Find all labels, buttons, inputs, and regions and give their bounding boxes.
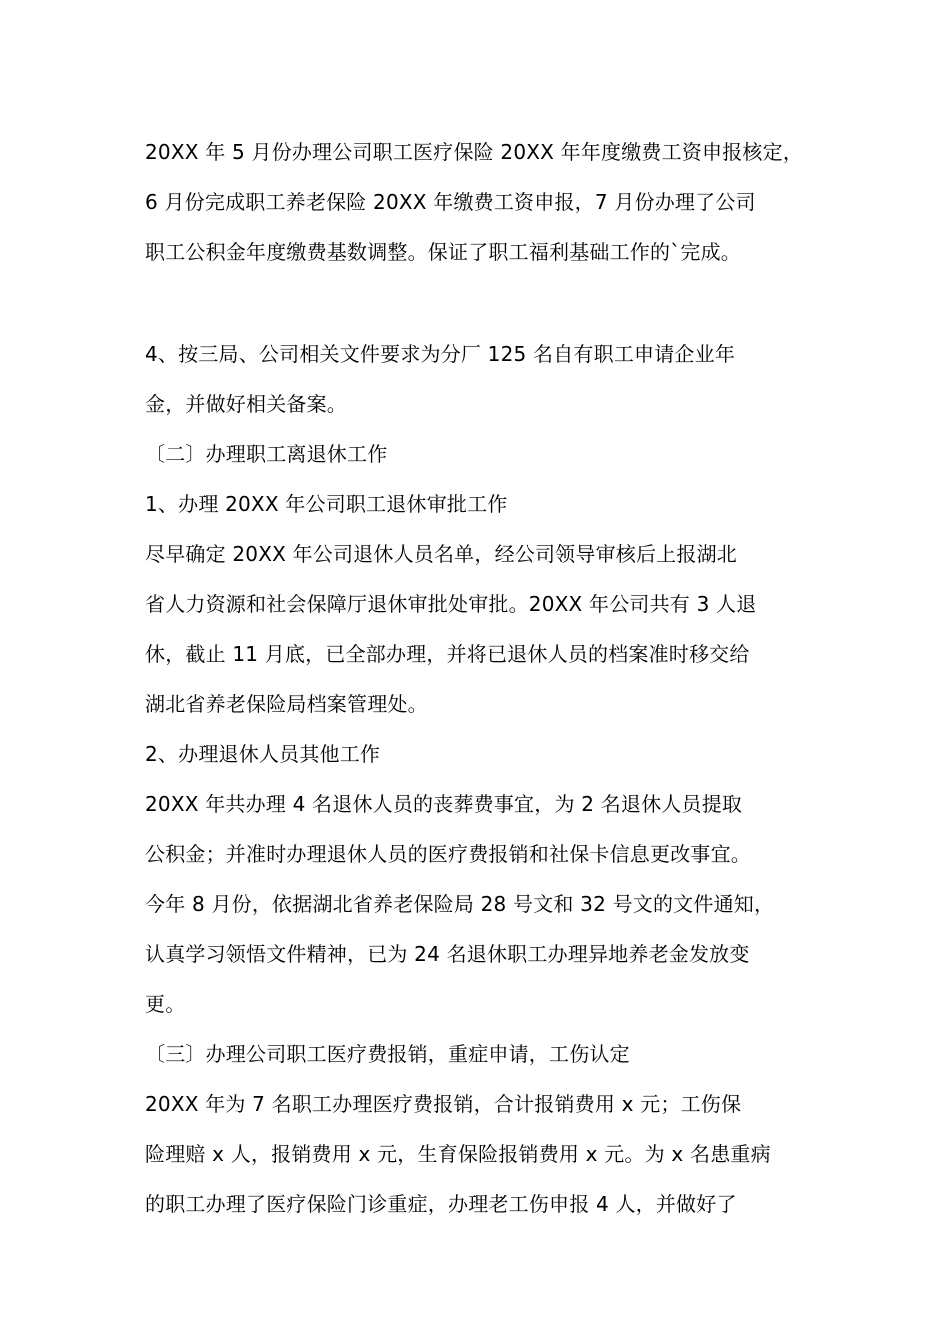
section-heading: 〔三〕办理公司职工医疗费报销，重症申请，工伤认定	[145, 1042, 630, 1066]
subsection-heading: 1、办理 20XX 年公司职工退休审批工作	[145, 492, 508, 516]
paragraph-line: 4、按三局、公司相关文件要求为分厂 125 名自有职工申请企业年	[145, 342, 736, 366]
paragraph-line: 20XX 年为 7 名职工办理医疗费报销，合计报销费用 x 元；工伤保	[145, 1092, 742, 1116]
paragraph-line: 20XX 年 5 月份办理公司职工医疗保险 20XX 年年度缴费工资申报核定，	[145, 140, 804, 164]
paragraph-line: 的职工办理了医疗保险门诊重症，办理老工伤申报 4 人，并做好了	[145, 1192, 737, 1216]
paragraph-line: 金，并做好相关备案。	[145, 392, 347, 416]
paragraph-line: 公积金；并准时办理退休人员的医疗费报销和社保卡信息更改事宜。	[145, 842, 751, 866]
paragraph-line: 湖北省养老保险局档案管理处。	[145, 692, 428, 716]
paragraph-line: 今年 8 月份，依据湖北省养老保险局 28 号文和 32 号文的文件通知，	[145, 892, 775, 916]
section-heading: 〔二〕办理职工离退休工作	[145, 442, 388, 466]
paragraph-line: 6 月份完成职工养老保险 20XX 年缴费工资申报，7 月份办理了公司	[145, 190, 756, 214]
paragraph-line: 省人力资源和社会保障厅退休审批处审批。20XX 年公司共有 3 人退	[145, 592, 757, 616]
paragraph-line: 休，截止 11 月底，已全部办理，并将已退休人员的档案准时移交给	[145, 642, 750, 666]
paragraph-line: 职工公积金年度缴费基数调整。保证了职工福利基础工作的`完成。	[145, 240, 741, 264]
paragraph-line: 险理赔 x 人，报销费用 x 元，生育保险报销费用 x 元。为 x 名患重病	[145, 1142, 771, 1166]
subsection-heading: 2、办理退休人员其他工作	[145, 742, 381, 766]
paragraph-line: 20XX 年共办理 4 名退休人员的丧葬费事宜，为 2 名退休人员提取	[145, 792, 743, 816]
paragraph-line: 认真学习领悟文件精神，已为 24 名退休职工办理异地养老金发放变	[145, 942, 750, 966]
paragraph-line: 更。	[145, 992, 186, 1016]
paragraph-line: 尽早确定 20XX 年公司退休人员名单，经公司领导审核后上报湖北	[145, 542, 737, 566]
